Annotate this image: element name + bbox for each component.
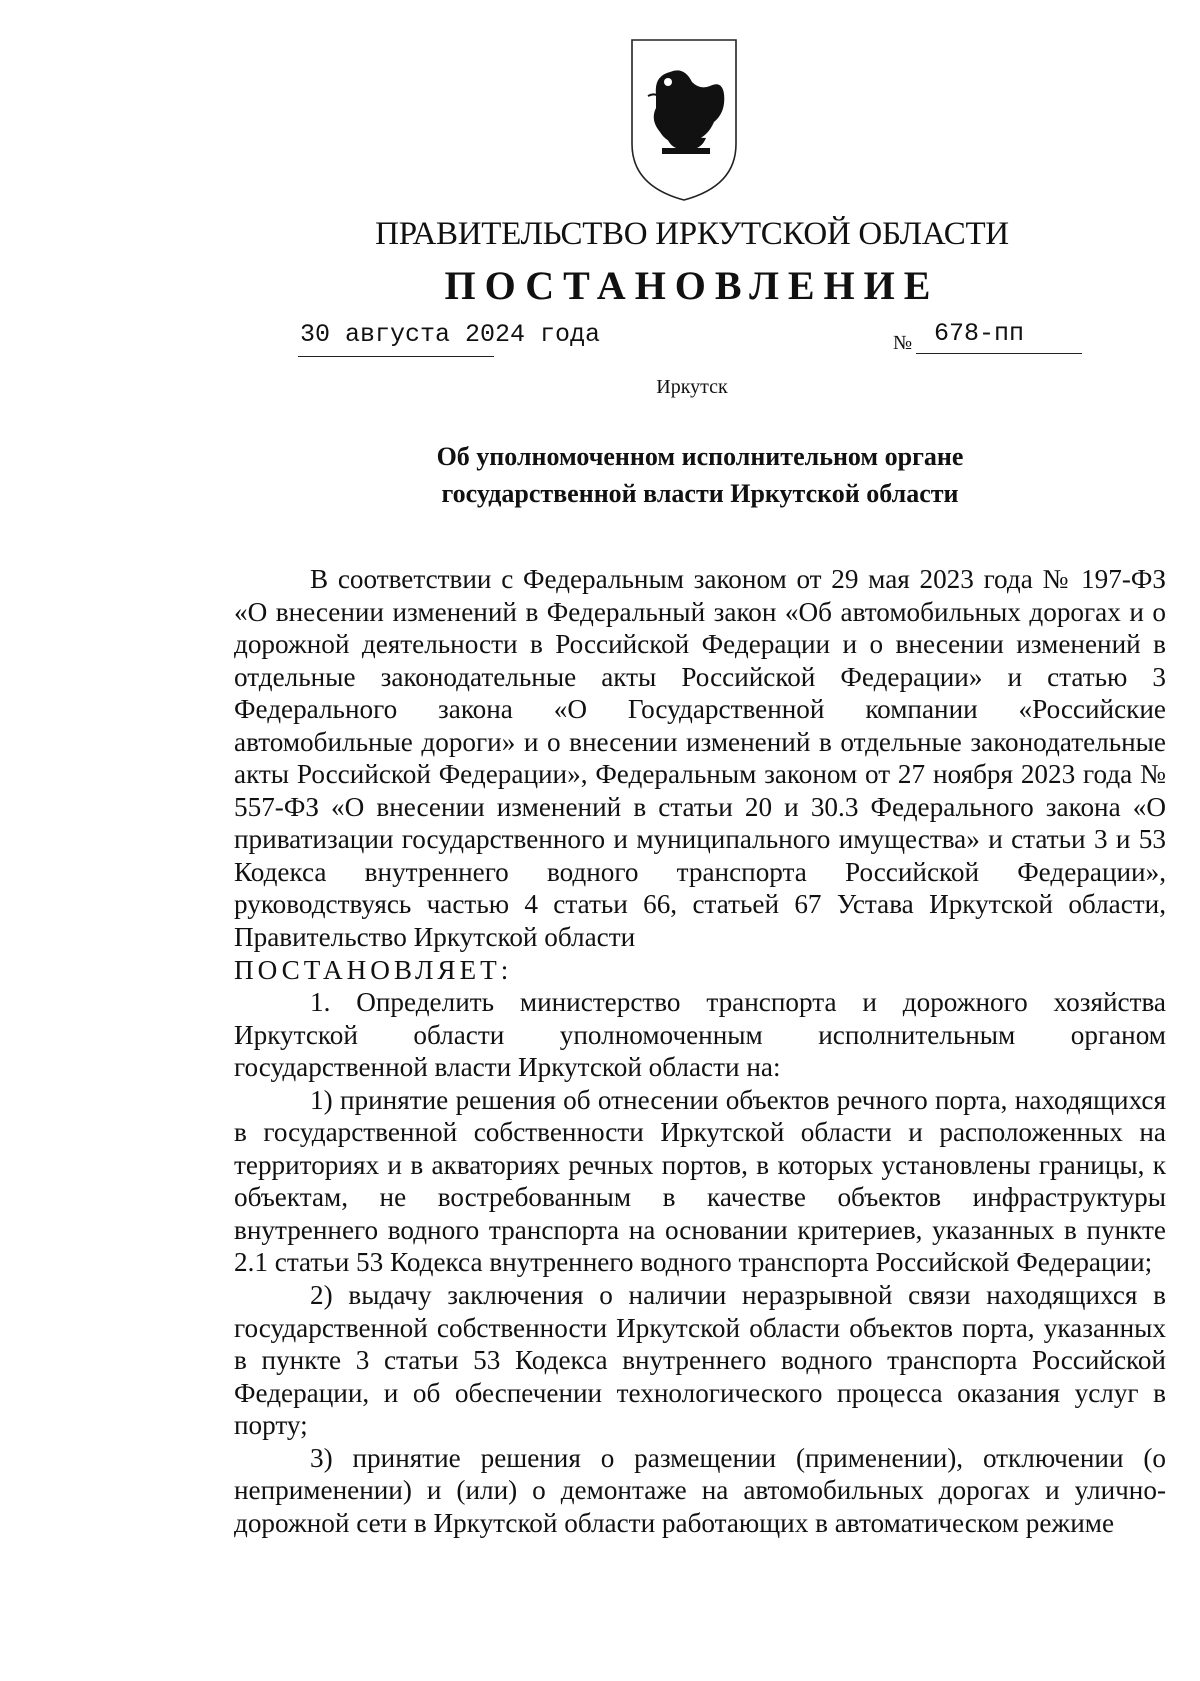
subject-line-2: государственной власти Иркутской области (441, 479, 959, 508)
subitem-3-paragraph: 3) принятие решения о размещении (применении), отключении (о неприменении) и (или) о демонтаже на автомобильных дорогах и улично-дорожной сети в Иркутской области работающих в автоматическом режиме (234, 1442, 1166, 1538)
decree-word: ПОСТАНОВЛЯЕТ: (234, 954, 513, 985)
number-sign: № (893, 332, 913, 354)
subitem-1-paragraph: 1) принятие решения об отнесении объектов речного порта, находящихся в государственной собственности Иркутской области и расположенных на территориях и в акваториях речных портов, в которых установлены границы, к объектам, не востребованным в качестве объектов инфраструктуры внутреннего водного транспорта на основании критериев, указанных в пункте 2.1 статьи 53 Кодекса внутреннего водного транспорта Российской Федерации; (234, 1084, 1166, 1278)
subject-line-1: Об уполномоченном исполнительном органе (436, 442, 964, 471)
item-1-paragraph: 1. Определить министерство транспорта и дорожного хозяйства Иркутской области уполномоченным исполнительным органом государственной власти Иркутской области на: (234, 987, 1166, 1083)
document-date: 30 августа 2024 года (300, 320, 601, 349)
number-underline (916, 353, 1082, 354)
government-name: ПРАВИТЕЛЬСТВО ИРКУТСКОЙ ОБЛАСТИ (375, 216, 1009, 252)
document-body (234, 563, 1166, 1539)
preamble-paragraph: В соответствии с Федеральным законом от 29 мая 2023 года № 197-ФЗ «О внесении изменений в Федеральный закон «Об автомобильных дорогах и о дорожной деятельности в Российской Федерации и о внесении изменений в отдельные законодательные акты Российской Федерации» и статью 3 Федерального закона «О Государственной компании «Российские автомобильные дороги» и о внесении изменений в отдельные законодательные акты Российской Федерации», Федеральным законом от 27 ноября 2023 года № 557-ФЗ «О внесении изменений в статьи 20 и 30.3 Федерального закона «О приватизации государственного и муниципального имущества» и статьи 3 и 53 Кодекса внутреннего водного транспорта Российской Федерации», руководствуясь частью 4 статьи 66, статьей 67 Устава Иркутской области, Правительство Иркутской области (234, 564, 1166, 953)
irkutsk-coat-of-arms-emblem (626, 36, 742, 204)
document-type-title: ПОСТАНОВЛЕНИЕ (444, 263, 940, 308)
document-number: 678-пп (934, 319, 1025, 348)
city: Иркутск (656, 376, 728, 398)
subitem-2-paragraph: 2) выдачу заключения о наличии неразрывной связи находящихся в государственной собственности Иркутской области объектов порта, указанных в пункте 3 статьи 53 Кодекса внутреннего водного транспорта Российской Федерации, и об обеспечении технологического процесса оказания услуг в порту; (234, 1280, 1166, 1441)
document-subject (0, 438, 1200, 512)
date-underline (298, 356, 494, 357)
